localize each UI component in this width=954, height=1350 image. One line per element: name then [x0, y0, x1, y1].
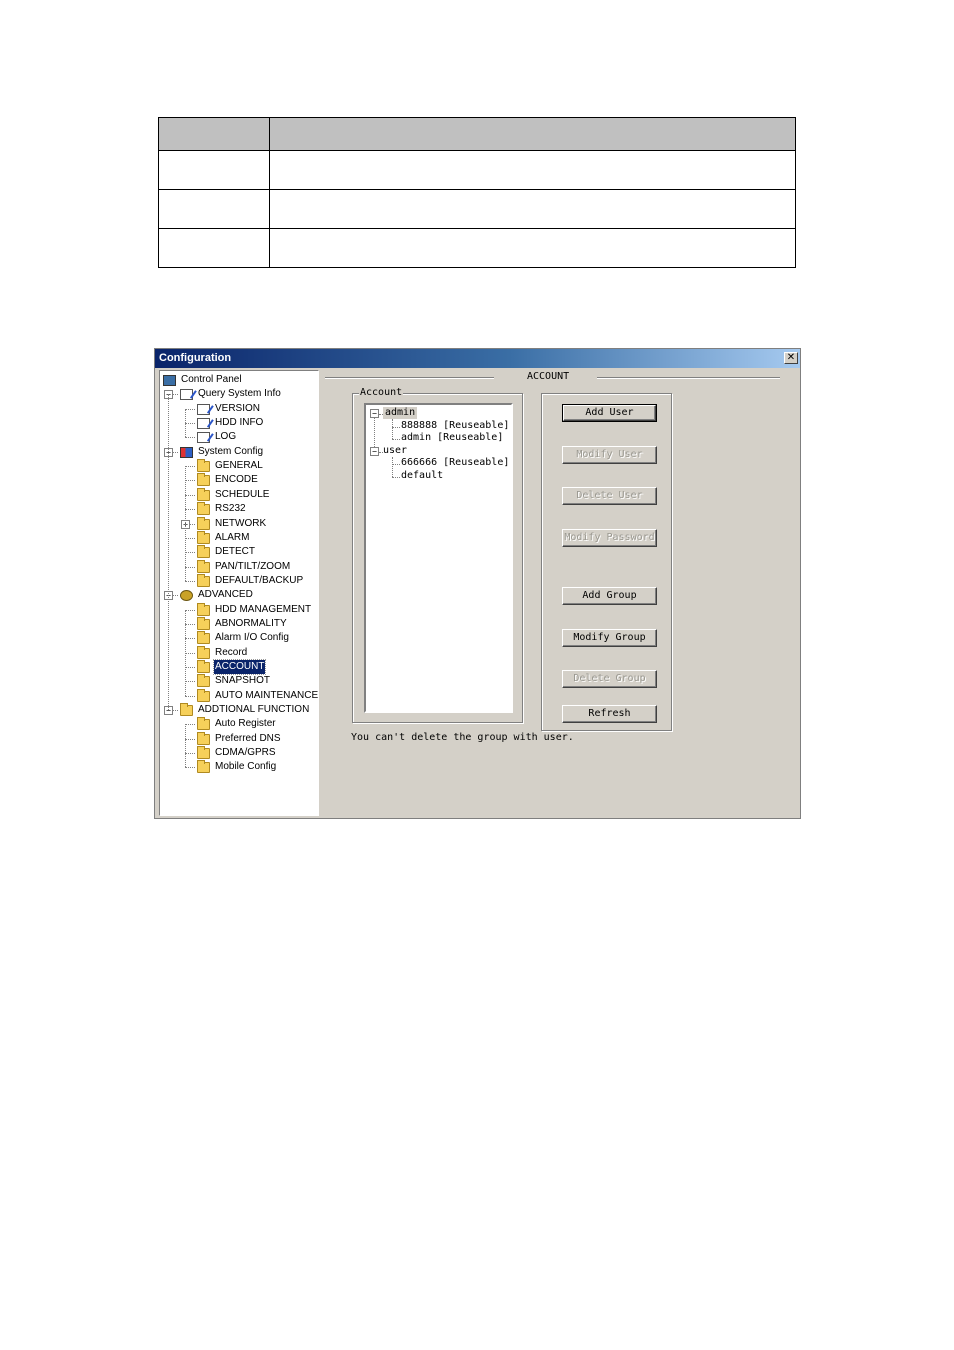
- refresh-button[interactable]: Refresh: [562, 705, 657, 723]
- tree-item-hdd-management[interactable]: [214, 603, 312, 617]
- table-cell: [159, 151, 270, 190]
- tree-connector: [185, 724, 195, 725]
- window-title: Configuration: [159, 352, 232, 364]
- table-cell: [159, 229, 270, 268]
- table-cell: [270, 151, 796, 190]
- tree-item-default-backup[interactable]: [214, 574, 304, 588]
- tree-item-label: System Config: [198, 445, 264, 457]
- tree-item-label: Preferred DNS: [215, 732, 281, 744]
- add-group-button[interactable]: Add Group: [562, 587, 657, 605]
- tree-item-label: GENERAL: [215, 460, 263, 472]
- table-row: [159, 229, 796, 268]
- tree-item-control-panel[interactable]: [180, 373, 243, 387]
- tree-item-label: RS232: [215, 503, 246, 515]
- tree-item-advanced[interactable]: [197, 588, 254, 602]
- modify-password-button[interactable]: Modify Password: [562, 529, 657, 547]
- collapse-icon[interactable]: −: [370, 409, 379, 418]
- tree-item-label: PAN/TILT/ZOOM: [215, 560, 291, 572]
- tree-connector: [185, 624, 195, 625]
- account-user-888888-reuseable[interactable]: 888888 [Reuseable]: [401, 419, 510, 431]
- tree-connector: [185, 667, 195, 668]
- folder-icon: [197, 719, 210, 730]
- tree-connector: [392, 477, 400, 478]
- tree-connector: [185, 552, 195, 553]
- account-user-admin-reuseable[interactable]: admin [Reuseable]: [401, 432, 504, 444]
- tree-item-schedule[interactable]: [214, 488, 270, 502]
- folder-icon: [197, 605, 210, 616]
- tree-item-alarm-i-o-config[interactable]: [214, 631, 290, 645]
- tree-connector: [185, 653, 195, 654]
- tree-item-network[interactable]: [214, 517, 267, 531]
- info-note: You can't delete the group with user.: [351, 732, 574, 743]
- account-group-user[interactable]: user: [383, 444, 408, 456]
- tree-item-pan-tilt-zoom[interactable]: [214, 560, 291, 574]
- tree-item-label: ABNORMALITY: [215, 617, 287, 629]
- tree-guide-line: [392, 457, 393, 477]
- document-icon: [197, 404, 210, 415]
- tree-guide-line: [374, 418, 375, 447]
- tree-connector: [185, 437, 195, 438]
- folder-icon: [197, 475, 210, 486]
- collapse-icon[interactable]: −: [164, 591, 173, 600]
- tree-item-encode[interactable]: [214, 473, 259, 487]
- tree-item-label: ENCODE: [215, 474, 258, 486]
- tree-item-label: Control Panel: [181, 374, 242, 385]
- tree-connector: [392, 439, 400, 440]
- tree-item-account[interactable]: [214, 660, 265, 674]
- tree-connector: [185, 753, 195, 754]
- tree-connector: [185, 610, 195, 611]
- tree-item-label: VERSION: [215, 402, 261, 414]
- tree-connector: [185, 480, 195, 481]
- tree-item-log[interactable]: [214, 430, 237, 444]
- account-user-666666-reuseable[interactable]: 666666 [Reuseable]: [401, 457, 510, 469]
- tree-connector: [185, 538, 195, 539]
- tree-item-label: HDD MANAGEMENT: [215, 603, 312, 615]
- folder-icon: [197, 519, 210, 530]
- tree-connector: [185, 696, 195, 697]
- tree-item-label: DETECT: [215, 546, 255, 558]
- configuration-window: [154, 348, 801, 819]
- folder-icon: [197, 461, 210, 472]
- tree-item-label: ADDTIONAL FUNCTION: [198, 704, 310, 716]
- tree-connector: [185, 739, 195, 740]
- tree-connector: [185, 681, 195, 682]
- gear-icon: [180, 590, 193, 601]
- tree-item-label: SNAPSHOT: [215, 675, 271, 687]
- tree-item-label: ADVANCED: [198, 589, 253, 601]
- folder-icon: [197, 562, 210, 573]
- folder-icon: [197, 762, 210, 773]
- collapse-icon[interactable]: −: [164, 706, 173, 715]
- delete-user-button[interactable]: Delete User: [562, 487, 657, 505]
- table-row: [159, 190, 796, 229]
- tree-connector: [185, 567, 195, 568]
- document-icon: [197, 418, 210, 429]
- folder-icon: [197, 748, 210, 759]
- table-row: [159, 151, 796, 190]
- folder-open-icon: [197, 662, 210, 673]
- section-divider-right: [597, 377, 780, 379]
- close-icon[interactable]: ✕: [784, 352, 798, 364]
- tree-item-auto-register[interactable]: [214, 717, 277, 731]
- tree-item-label: AUTO MAINTENANCE: [215, 689, 319, 701]
- table-cell: [159, 118, 270, 151]
- folder-icon: [197, 533, 210, 544]
- tree-item-alarm[interactable]: [214, 531, 250, 545]
- tree-item-mobile-config[interactable]: [214, 760, 277, 774]
- tree-item-label: NETWORK: [215, 517, 267, 529]
- tree-item-label: Query System Info: [198, 388, 281, 400]
- tree-connector: [392, 427, 400, 428]
- tree-connector: [185, 509, 195, 510]
- tree-connector: [185, 495, 195, 496]
- tree-item-label: HDD INFO: [215, 417, 264, 429]
- tree-connector: [379, 414, 383, 415]
- tree-guide-line: [185, 466, 186, 581]
- navigation-tree[interactable]: [159, 370, 319, 816]
- folder-icon: [197, 691, 210, 702]
- tree-item-label: Record: [215, 646, 248, 658]
- tree-item-preferred-dns[interactable]: [214, 732, 282, 746]
- folder-icon: [197, 490, 210, 501]
- table-cell: [270, 190, 796, 229]
- tree-item-general[interactable]: [214, 459, 264, 473]
- tree-connector: [392, 464, 400, 465]
- tree-item-detect[interactable]: [214, 545, 256, 559]
- tree-item-label: DEFAULT/BACKUP: [215, 574, 304, 586]
- folder-icon: [197, 576, 210, 587]
- description-table: [158, 117, 796, 268]
- tools-icon: [180, 447, 193, 458]
- tree-item-label: LOG: [215, 431, 237, 443]
- tree-connector: [185, 423, 195, 424]
- table-cell: [270, 118, 796, 151]
- modify-group-button[interactable]: Modify Group: [562, 629, 657, 647]
- tree-guide-line: [185, 409, 186, 438]
- folder-icon: [180, 705, 193, 716]
- delete-group-button[interactable]: Delete Group: [562, 670, 657, 688]
- tree-item-label: Alarm I/O Config: [215, 632, 289, 644]
- collapse-icon[interactable]: −: [164, 390, 173, 399]
- folder-icon: [197, 619, 210, 630]
- document-icon: [180, 389, 193, 400]
- tree-guide-line: [185, 610, 186, 696]
- account-tree[interactable]: [364, 403, 513, 713]
- expand-icon[interactable]: +: [181, 520, 190, 529]
- tree-item-label: ACCOUNT: [215, 661, 265, 672]
- tree-item-auto-maintenance[interactable]: [214, 689, 319, 703]
- tree-connector: [185, 581, 195, 582]
- tree-item-label: ALARM: [215, 531, 250, 543]
- window-titlebar[interactable]: [155, 349, 800, 368]
- tree-item-cdma-gprs[interactable]: [214, 746, 277, 760]
- folder-icon: [197, 504, 210, 515]
- tree-item-record[interactable]: [214, 646, 248, 660]
- document-icon: [197, 432, 210, 443]
- folder-icon: [197, 648, 210, 659]
- folder-icon: [197, 676, 210, 687]
- tree-guide-line: [168, 394, 169, 710]
- tree-connector: [185, 409, 195, 410]
- tree-connector: [185, 466, 195, 467]
- modify-user-button[interactable]: Modify User: [562, 446, 657, 464]
- folder-icon: [197, 633, 210, 644]
- collapse-icon[interactable]: −: [164, 448, 173, 457]
- add-user-button[interactable]: Add User: [562, 404, 657, 422]
- account-legend: Account: [360, 387, 403, 398]
- tree-connector: [379, 452, 383, 453]
- tree-item-label: Auto Register: [215, 718, 276, 730]
- table-cell: [270, 229, 796, 268]
- account-user-default[interactable]: default: [401, 470, 444, 481]
- tree-item-rs232[interactable]: [214, 502, 247, 516]
- tree-connector: [185, 767, 195, 768]
- tree-guide-line: [185, 724, 186, 767]
- collapse-icon[interactable]: −: [370, 447, 379, 456]
- monitor-icon: [163, 375, 176, 386]
- table-header-row: [159, 118, 796, 151]
- tree-item-addtional-function[interactable]: [197, 703, 310, 717]
- tree-item-query-system-info[interactable]: [197, 387, 282, 401]
- tree-item-label: SCHEDULE: [215, 488, 270, 500]
- tree-guide-line: [392, 419, 393, 439]
- tree-item-snapshot[interactable]: [214, 674, 271, 688]
- tree-item-system-config[interactable]: [197, 445, 264, 459]
- folder-icon: [197, 547, 210, 558]
- tree-item-hdd-info[interactable]: [214, 416, 264, 430]
- tree-item-label: CDMA/GPRS: [215, 747, 276, 759]
- tree-item-label: Mobile Config: [215, 761, 277, 773]
- account-group-admin[interactable]: admin: [385, 407, 416, 418]
- table-cell: [159, 190, 270, 229]
- tree-item-version[interactable]: [214, 402, 261, 416]
- section-title: ACCOUNT: [527, 371, 570, 382]
- folder-icon: [197, 734, 210, 745]
- section-divider-left: [325, 377, 494, 379]
- tree-item-abnormality[interactable]: [214, 617, 288, 631]
- tree-connector: [185, 638, 195, 639]
